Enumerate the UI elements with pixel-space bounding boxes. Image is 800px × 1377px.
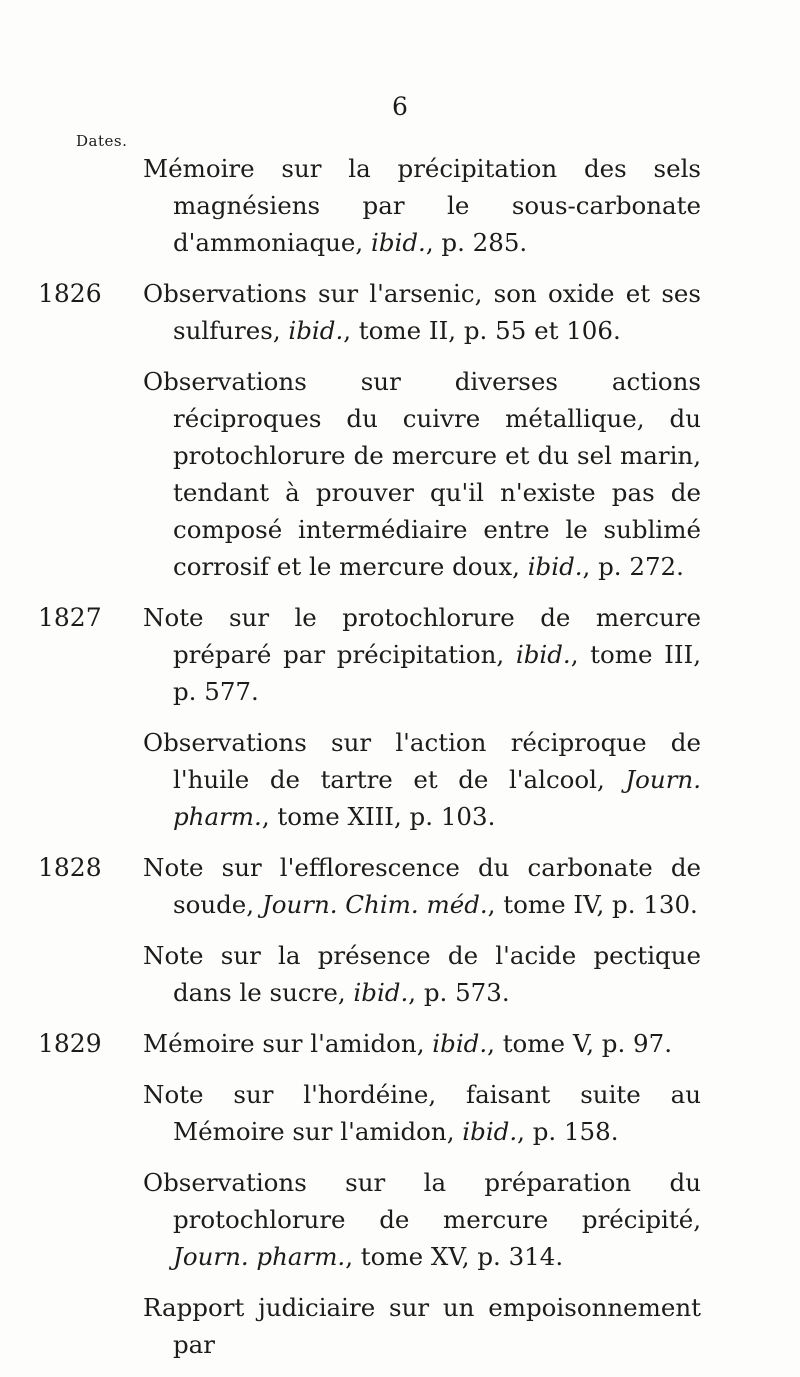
- entry-text: Rapport judiciaire sur un empoisonnement par: [143, 1293, 701, 1359]
- page-number: 6: [392, 92, 408, 121]
- bibliography-entry: [0, 1025, 800, 1062]
- bibliography-entry: [0, 1164, 800, 1275]
- bibliography-entry: [0, 599, 800, 710]
- entry-year: 1828: [38, 853, 102, 882]
- bibliography-list: [0, 150, 800, 1377]
- entry-text: Note sur l'hordéine, faisant suite au Mémoire sur l'amidon, ibid., p. 158.: [143, 1080, 701, 1146]
- entry-year: 1826: [38, 279, 102, 308]
- dates-column-label: Dates.: [76, 132, 128, 150]
- entry-text: Observations sur l'action réciproque de l'huile de tartre et de l'alcool, Journ. pharm., tome XIII, p. 103.: [143, 728, 701, 831]
- entry-text: Note sur le protochlorure de mercure préparé par précipitation, ibid., tome III, p. 577.: [143, 603, 702, 706]
- entry-text: Observations sur diverses actions réciproques du cuivre métallique, du protochlorure de mercure et du sel marin, tendant à prouver qu'il n'existe pas de composé intermédiaire entre le sublimé corrosif et le mercure doux, ibid., p. 272.: [143, 367, 701, 581]
- entry-text: Observations sur l'arsenic, son oxide et ses sulfures, ibid., tome II, p. 55 et 106.: [143, 279, 701, 345]
- bibliography-entry: [0, 1289, 800, 1363]
- entry-text: Note sur l'efflorescence du carbonate de soude, Journ. Chim. méd., tome IV, p. 130.: [143, 853, 701, 919]
- bibliography-entry: [0, 363, 800, 585]
- bibliography-entry: [0, 937, 800, 1011]
- entry-year: 1829: [38, 1029, 102, 1058]
- bibliography-entry: [0, 150, 800, 261]
- bibliography-entry: [0, 849, 800, 923]
- bibliography-entry: [0, 724, 800, 835]
- entry-text: Mémoire sur la précipitation des sels magnésiens par le sous-carbonate d'ammoniaque, ibid., p. 285.: [143, 154, 701, 257]
- entry-text: Note sur la présence de l'acide pectique dans le sucre, ibid., p. 573.: [143, 941, 701, 1007]
- bibliography-entry: [0, 275, 800, 349]
- bibliography-entry: [0, 1076, 800, 1150]
- entry-text: Observations sur la préparation du protochlorure de mercure précipité, Journ. pharm., tome XV, p. 314.: [143, 1168, 701, 1271]
- entry-year: 1827: [38, 603, 102, 632]
- entry-text: Mémoire sur l'amidon, ibid., tome V, p. 97.: [143, 1029, 673, 1058]
